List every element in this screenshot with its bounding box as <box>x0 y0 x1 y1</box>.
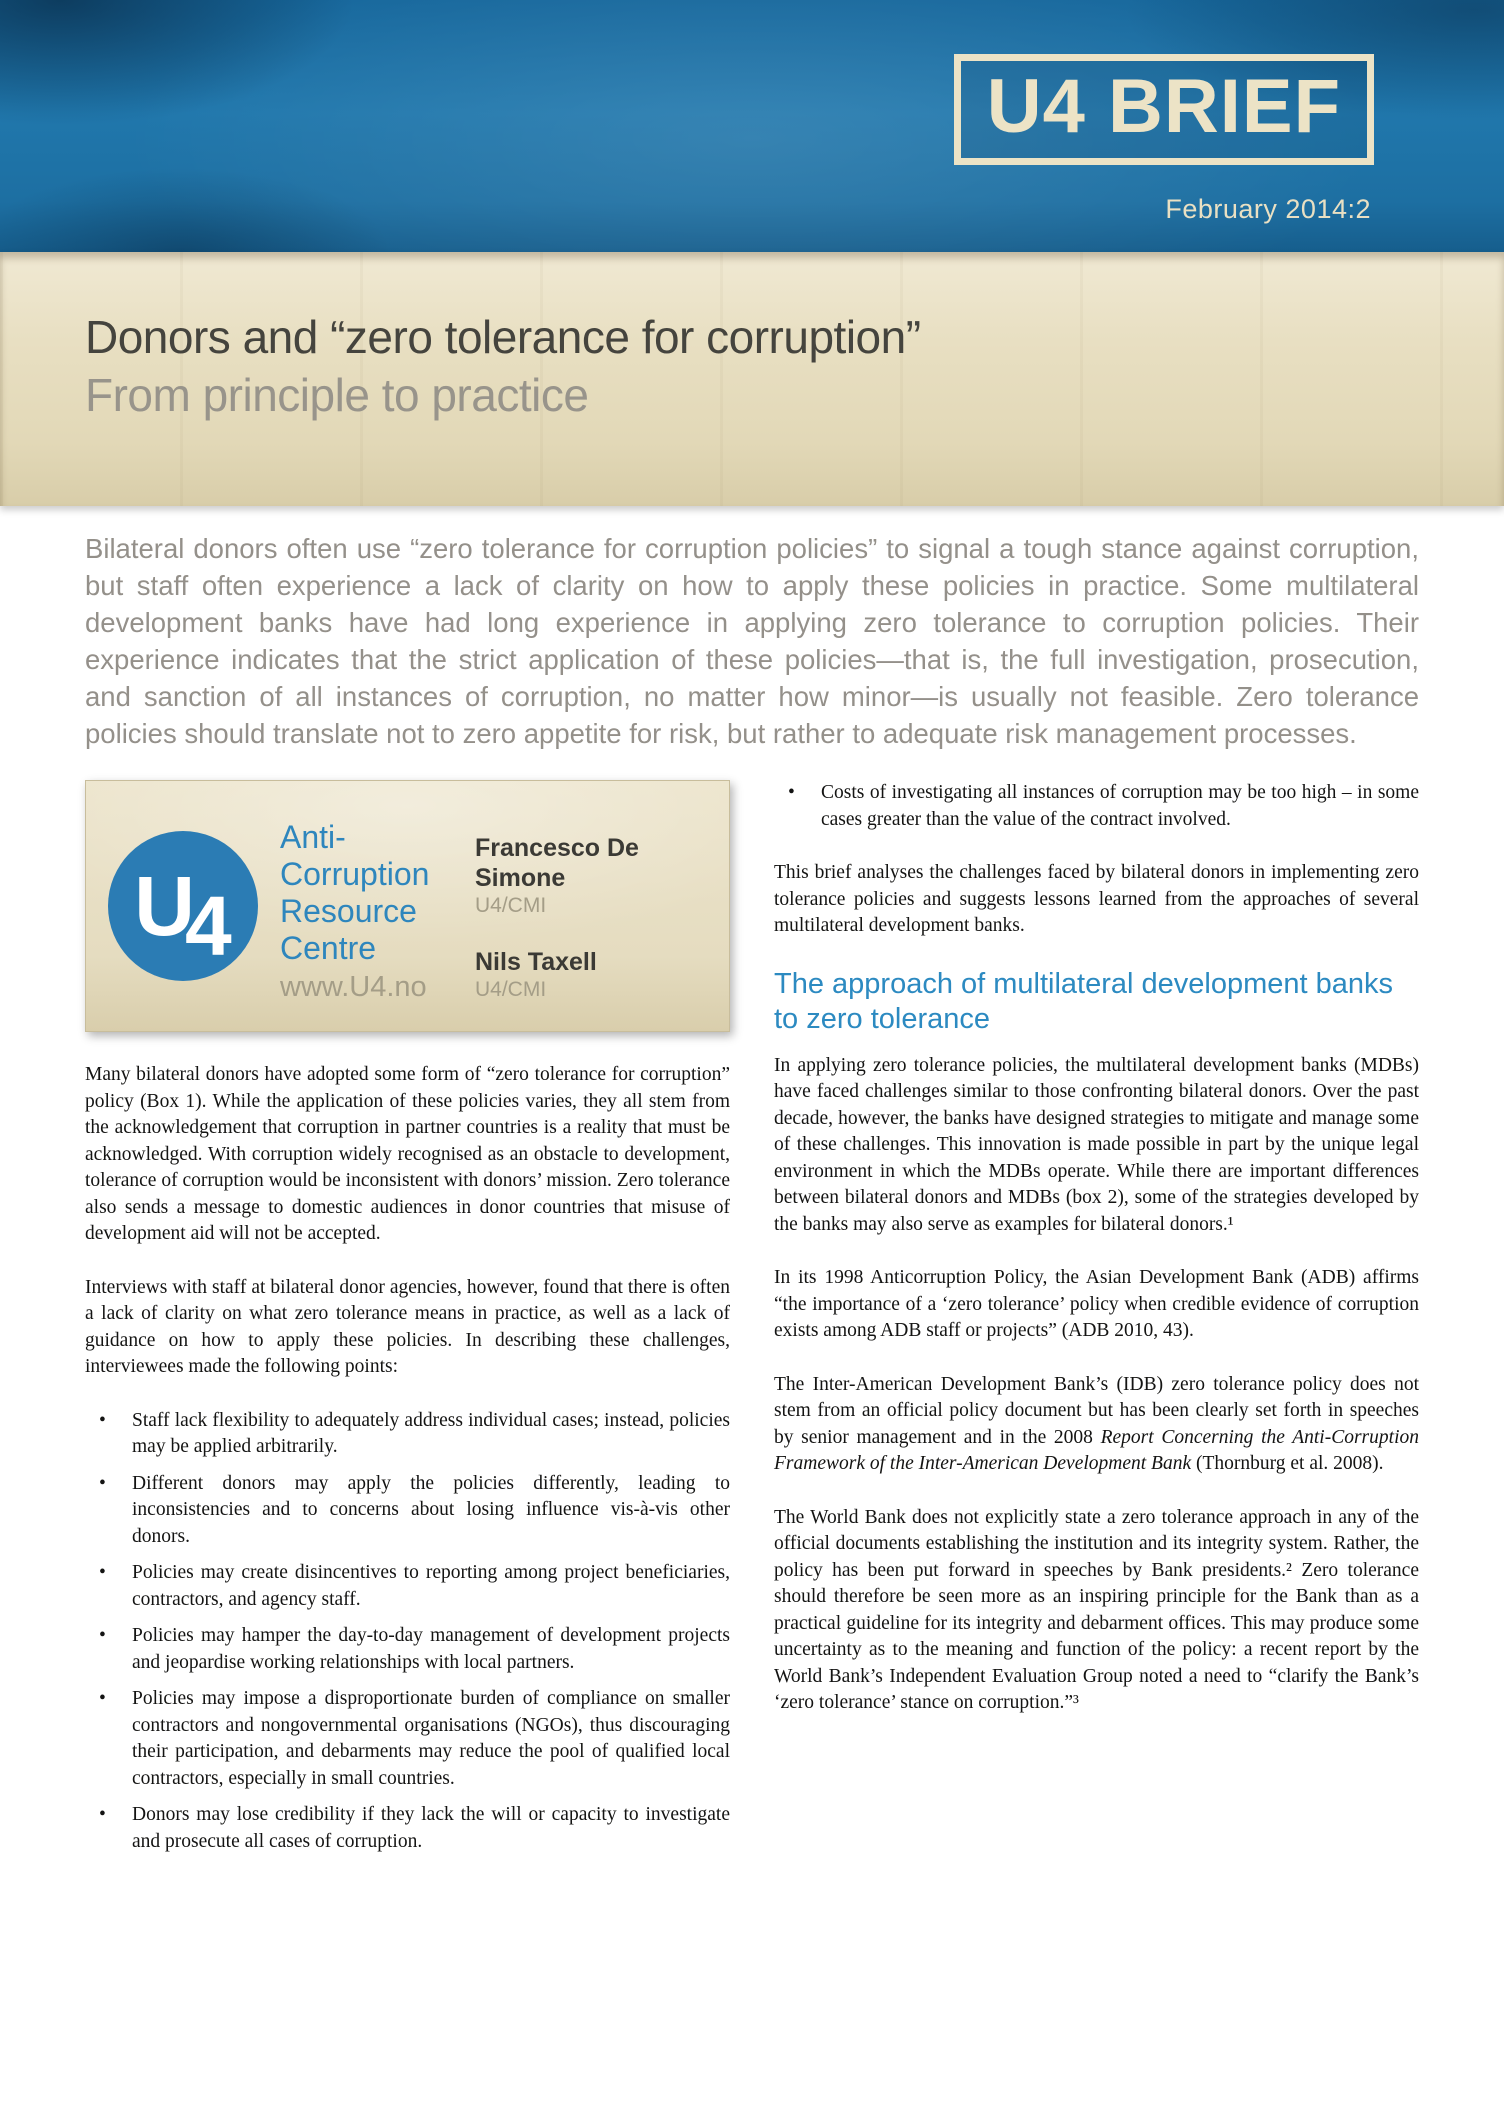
challenges-bullet-list <box>85 1408 730 1856</box>
paragraph-world-bank: The World Bank does not explicitly state a zero tolerance approach in any of the official documents establishing the institution and its integrity system. Rather, the policy has been put forward in speeches by Bank presidents.² Zero tolerance should therefore be seen more as an inspiring principle for the Bank than as a practical guideline for its integrity and debarment offices. This may produce some uncertainty as to the meaning and function of the policy: a recent report by the World Bank’s Independent Evaluation Group noted a need to “clarify the Bank’s ‘zero tolerance’ stance on corruption.”³ <box>774 1506 1419 1713</box>
list-item: • Costs of investigating all instances of corruption may be too high – in some cases greater than the value of the contract involved. <box>774 780 1419 833</box>
author-affiliation: U4/CMI <box>475 978 547 1001</box>
list-item: • Policies may hamper the day-to-day management of development projects and jeopardise working relationships with local partners. <box>85 1623 730 1676</box>
title-line-2: From principle to practice <box>85 369 589 421</box>
u4-logo-card <box>85 780 730 1032</box>
author-name: Nils Taxell <box>475 948 597 976</box>
list-item: • Staff lack flexibility to adequately address individual cases; instead, policies may be applied arbitrarily. <box>85 1408 730 1461</box>
paragraph-zero-tolerance-adoption: Many bilateral donors have adopted some form of “zero tolerance for corruption” policy (Box 1). While the application of these policies varies, they all stem from the acknowledgement that corruption in partner countries is a reality that must be acknowledged. With corruption widely recognised as an obstacle to development, tolerance of corruption would be inconsistent with donors’ mission. Zero tolerance also sends a message to domestic audiences in donor countries that misuse of development aid will not be accepted. <box>85 1064 730 1244</box>
paragraph-interviews: Interviews with staff at bilateral donor agencies, however, found that there is often a lack of clarity on what zero tolerance means in practice, as well as a lack of guidance on how to apply these policies. In describing these challenges, interviewees made the following points: <box>85 1276 730 1377</box>
list-item: • Donors may lose credibility if they lack the will or capacity to investigate and prosecute all cases of corruption. <box>85 1802 730 1855</box>
section-heading-mdb-approach: The approach of multilateral development banks to zero tolerance <box>774 967 1394 1035</box>
author-name: Francesco De Simone <box>475 834 639 892</box>
issue-date: February 2014:2 <box>1165 194 1371 224</box>
org-line: Centre <box>280 930 377 966</box>
title-band <box>0 252 1504 506</box>
org-line: Anti- <box>280 819 346 855</box>
costs-bullet-list <box>774 780 1419 833</box>
paragraph-mdb-challenges: In applying zero tolerance policies, the multilateral development banks (MDBs) have faced challenges similar to those confronting bilateral donors. Over the past decade, however, the banks have designed strategies to mitigate and manage some of these challenges. This innovation is made possible in part by the unique legal environment in which the MDBs operate. While there are important differences between bilateral donors and MDBs (box 2), some of the strategies developed by the banks may also serve as examples for bilateral donors.¹ <box>774 1054 1419 1235</box>
title-line-1: Donors and “zero tolerance for corruption” <box>85 311 921 363</box>
left-column <box>85 780 730 1882</box>
authors-block <box>475 805 707 1007</box>
idb-text-after: (Thornburg et al. 2008). <box>1191 1453 1384 1474</box>
document-title <box>85 308 1419 424</box>
body-columns <box>0 752 1504 1882</box>
org-name-block <box>280 805 429 1007</box>
brand-text: U4 BRIEF <box>986 64 1341 149</box>
list-item: • Different donors may apply the policies differently, leading to inconsistencies and to concerns about losing influence vis-à-vis other donors. <box>85 1471 730 1551</box>
u4-brief-logo-box <box>954 54 1374 165</box>
paragraph-adb-policy: In its 1998 Anticorruption Policy, the Asian Development Bank (ADB) affirms “the importance of a ‘zero tolerance’ policy when credible evidence of corruption exists among ADB staff or projects” (ADB 2010, 43). <box>774 1267 1419 1341</box>
lead-paragraph: Bilateral donors often use “zero tolerance for corruption policies” to signal a tough stance against corruption, but staff often experience a lack of clarity on how to apply these policies in practice. Some multilateral development banks have had long experience in applying zero tolerance to corruption policies. Their experience indicates that the strict application of these policies—that is, the full investigation, prosecution, and sanction of all instances of corruption, no matter how minor—is usually not feasible. Zero tolerance policies should translate not to zero appetite for risk, but rather to adequate risk management processes. <box>85 533 1419 749</box>
org-line: Corruption <box>280 856 430 892</box>
list-item: • Policies may impose a disproportionate burden of compliance on smaller contractors and nongovernmental organisations (NGOs), thus discouraging their participation, and debarments may reduce the pool of qualified local contractors, especially in small countries. <box>85 1686 730 1792</box>
idb-text-before: The Inter-American Development Bank’s (IDB) zero tolerance policy does not stem from an official policy document but has been clearly set forth in speeches by senior management and in the 2008 <box>774 1373 1419 1448</box>
right-column <box>774 780 1419 1882</box>
idb-report-title: Report Concerning the Anti-Corruption Framework of the Inter-American Development Bank <box>774 1426 1419 1474</box>
list-item: • Policies may create disincentives to reporting among project beneficiaries, contractors, and agency staff. <box>85 1560 730 1613</box>
author-affiliation: U4/CMI <box>475 894 547 917</box>
org-website: www.U4.no <box>280 971 427 1003</box>
logo-letter-4: 4 <box>184 879 232 973</box>
logo-letter-u: U <box>134 859 195 953</box>
paragraph-brief-analyses: This brief analyses the challenges faced by bilateral donors in implementing zero tolerance policies and suggests lessons learned from the approaches of several multilateral development banks. <box>774 862 1419 936</box>
header-band <box>0 0 1504 252</box>
org-line: Resource <box>280 893 417 929</box>
u4-logo-icon <box>108 831 258 981</box>
paragraph-idb-policy <box>774 1372 1419 1478</box>
